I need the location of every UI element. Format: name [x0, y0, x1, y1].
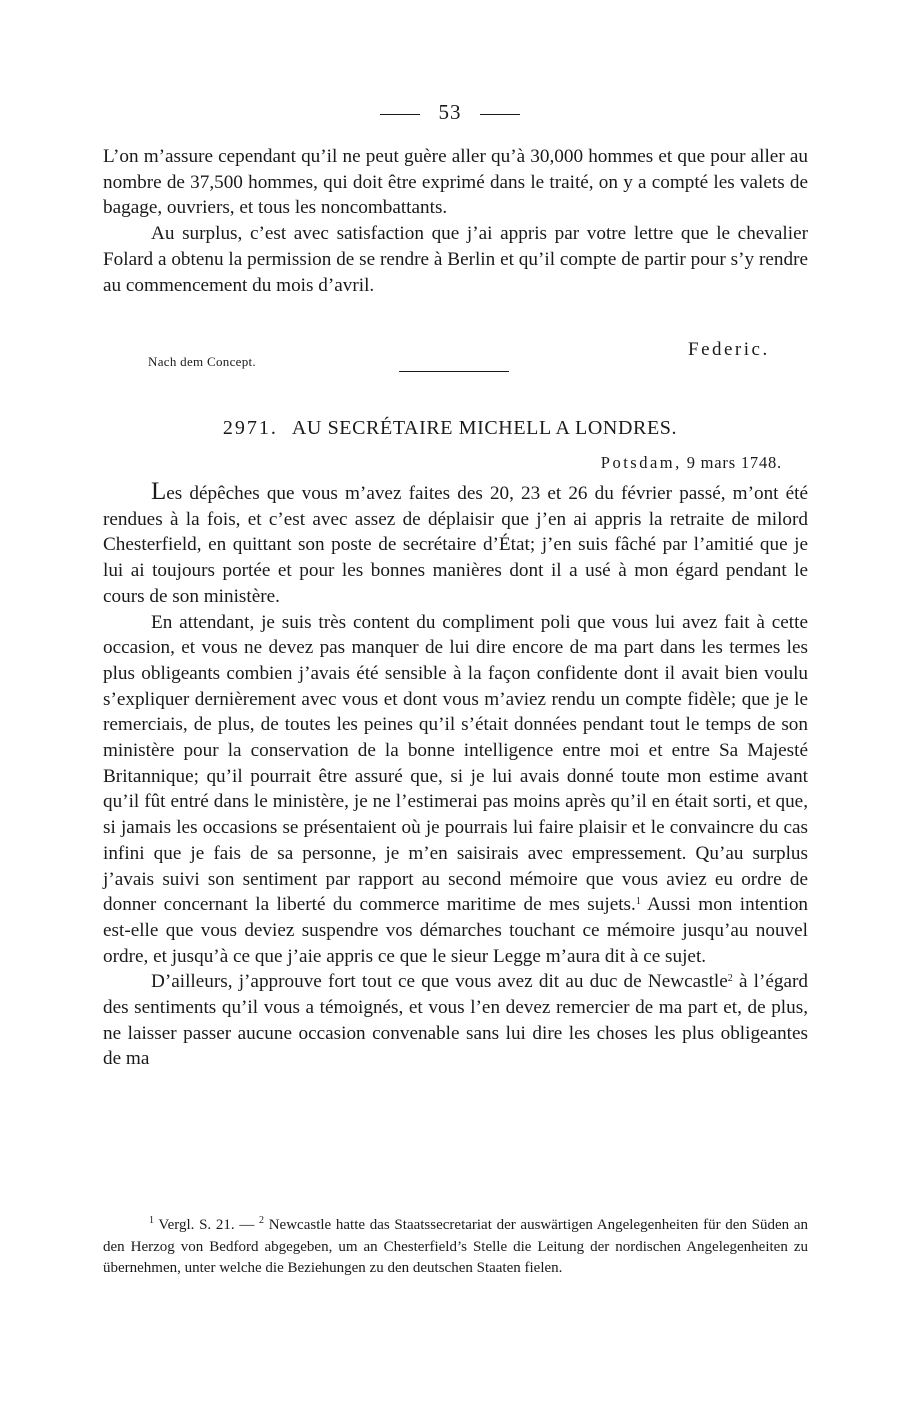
- dateline: [601, 453, 782, 473]
- section-divider: [399, 371, 509, 372]
- letter-paragraph-3-text-a: D’ailleurs, j’approuve fort tout ce que vous avez dit au duc de Newcastle: [151, 971, 728, 993]
- footnote-text: [103, 1215, 808, 1280]
- footnote-marker-1: 1: [149, 1215, 154, 1226]
- letter-paragraph-2: [103, 610, 808, 970]
- running-header: [0, 100, 900, 125]
- signature: Federic.: [688, 339, 770, 360]
- footnote-2-text: Newcastle hatte das Staatssecretariat der auswärtigen Angelegenheiten für den Süden an den Herzog von Bedford abgegeben, um an Chesterfield’s Stelle die Leitung der nordischen Angelegenheiten zu übernehmen, unter welche die Beziehungen zu den deutschen Staaten fielen.: [103, 1217, 808, 1277]
- initial-letter: L: [151, 478, 167, 505]
- letter-title: AU SECRÉTAIRE MICHELL A LONDRES.: [291, 417, 678, 439]
- letter-number: 2971.: [222, 417, 278, 439]
- continuation-paragraph-2: Au surplus, c’est avec satisfaction que j’ai appris par votre lettre que le chevalier Folard a obtenu la permission de se rendre à Berlin et qu’il compte de partir pour s’y rendre au commencement du mois d’avril.: [103, 223, 808, 296]
- footnote-1-text: Vergl. S. 21. —: [154, 1217, 260, 1233]
- letter-paragraph-3-text-b: à l’égard des sentiments qu’il vous a témoignés, et vous l’en devez remercier de ma part et, de plus, ne laisser passer aucune occasion convenable sans lui dire les choses les plus obligeantes de ma: [103, 971, 808, 1070]
- letter-paragraph-3: [103, 969, 808, 1072]
- letter-paragraph-2-text-b: Aussi mon intention est-elle que vous deviez suspendre vos démarches touchant ce mémoire jusqu’au nouvel ordre, et jusqu’à ce que j’aie appris ce que le sieur Legge m’aura dit à ce sujet.: [103, 894, 809, 967]
- source-note: Nach dem Concept.: [148, 354, 256, 369]
- letter-paragraph-1: [103, 479, 808, 610]
- dateline-place: Potsdam,: [600, 453, 682, 472]
- footnotes: [103, 1215, 808, 1280]
- letter-body: [103, 479, 808, 1072]
- page-number: 53: [438, 100, 462, 124]
- footnote-ref-2: 2: [727, 973, 733, 985]
- header-dash-right: [480, 114, 520, 115]
- letter-heading: [0, 417, 900, 440]
- continuation-paragraph-1: L’on m’assure cependant qu’il ne peut guère aller qu’à 30,000 hommes et que pour aller au nombre de 37,500 hommes, qui doit être exprimé dans le traité, on y a compté les valets de bagage, ouvriers, et tous les noncombattants.: [103, 146, 808, 219]
- dateline-date: 9 mars 1748.: [686, 453, 782, 472]
- footnote-marker-2: 2: [259, 1215, 265, 1226]
- header-dash-left: [380, 114, 420, 115]
- letter-paragraph-2-text-a: En attendant, je suis très content du compliment poli que vous lui avez fait à cette occasion, et vous ne devez pas manquer de lui dire encore de ma part dans les termes les plus obligeants combien j’avais été sensible à la façon confidente dont il avait bien voulu s’expliquer dernièrement avec vous et dont vous m’aviez rendu un compte fidèle; que je le remerciais, de plus, de toutes les peines qu’il s’était données pendant tout le temps de son ministère pour la conservation de la bonne intelligence entre moi et entre Sa Majesté Britannique; qu’il pourrait être assuré que, si je lui avais donné toute mon estime avant qu’il fût entré dans le ministère, je ne l’estimerai pas moins après qu’il en était sorti, et que, si jamais les occasions se présentaient où je pourrais lui faire plaisir et le convaincre du cas infini que je fais de sa personne, je m’en saisirais avec empressement. Qu’au surplus j’avais suivi son sentiment par rapport au second mémoire que vous aviez eu ordre de donner concernant la liberté du commerce maritime de mes sujets.: [103, 611, 808, 916]
- footnote-ref-1: 1: [635, 896, 641, 908]
- letter-paragraph-1-text: es dépêches que vous m’avez faites des 20, 23 et 26 du février passé, m’ont été rendues à la fois, et c’est avec assez de déplaisir que j’en ai appris la retraite de milord Chesterfield, en quittant son poste de secrétaire d’État; j’en suis fâché par l’amitié que je lui ai toujours portée et pour les bonnes manières dont il a usé à mon égard pendant le cours de son ministère.: [103, 483, 808, 607]
- previous-letter-continuation: [103, 144, 808, 298]
